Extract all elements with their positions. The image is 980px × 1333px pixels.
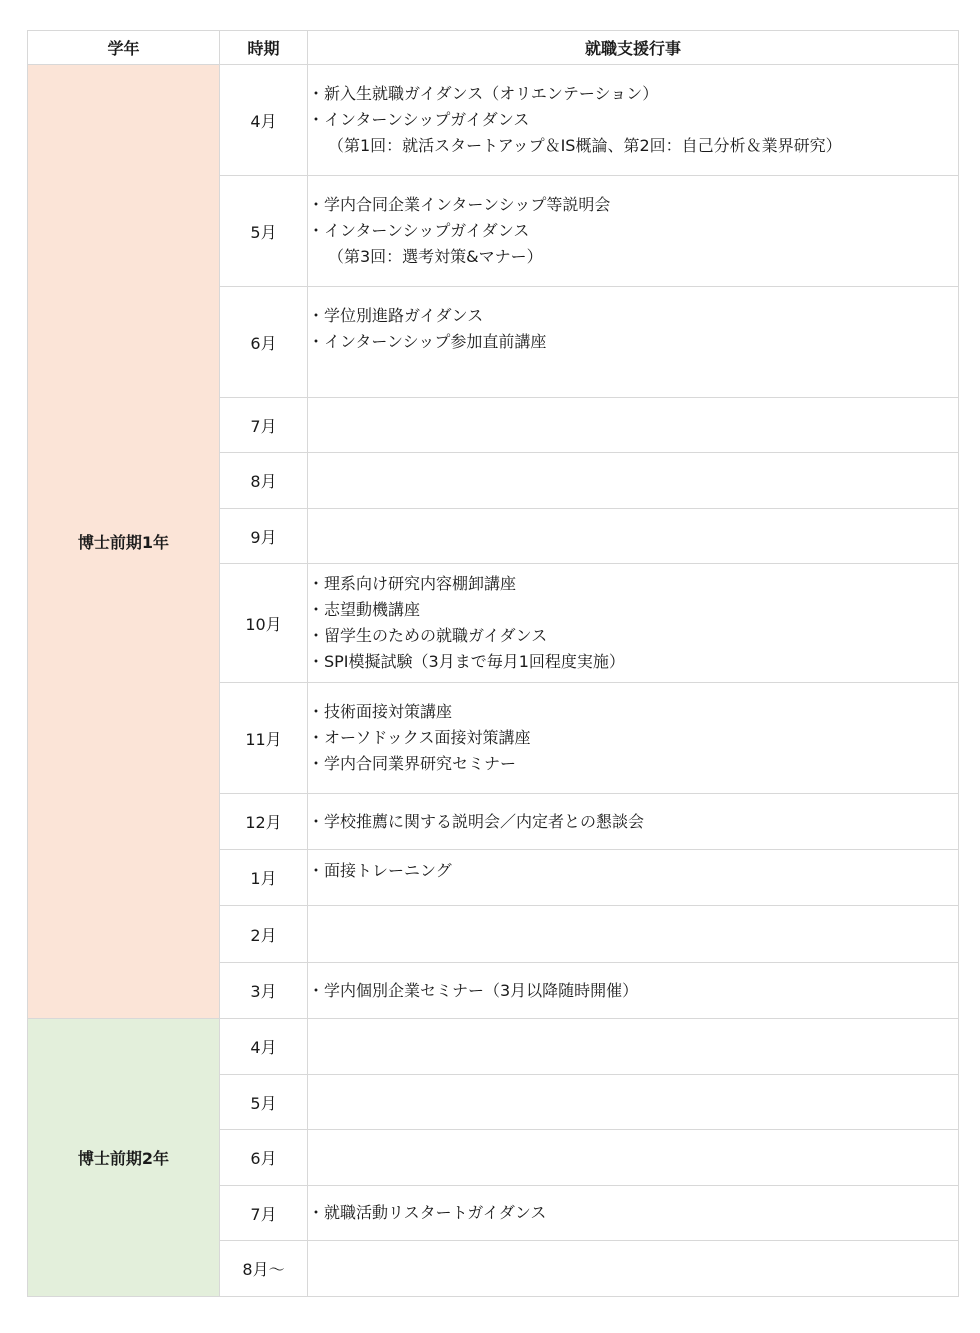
event-item: ・学校推薦に関する説明会／内定者との懇談会 xyxy=(308,811,645,831)
year-label-m1: 博士前期1年 xyxy=(28,65,220,1019)
month-cell: 4月 xyxy=(220,1019,308,1075)
month-cell: 1月 xyxy=(220,850,308,906)
event-item: ・インターンシップガイダンス xyxy=(308,221,530,240)
event-item: ・就職活動リスタートガイダンス xyxy=(308,1203,547,1222)
month-cell: 12月 xyxy=(220,794,308,850)
month-cell: 10月 xyxy=(220,564,308,683)
event-item: ・学内合同企業インターンシップ等説明会 xyxy=(308,195,611,214)
month-cell: 3月 xyxy=(220,963,308,1019)
events-cell xyxy=(308,509,959,564)
events-cell xyxy=(308,963,959,1019)
events-cell xyxy=(308,564,959,683)
events-cell xyxy=(308,287,959,398)
month-cell: 6月 xyxy=(220,287,308,398)
table-row xyxy=(28,1019,959,1075)
header-year: 学年 xyxy=(28,31,220,65)
events-cell xyxy=(308,1019,959,1075)
event-item: ・インターンシップ参加直前講座 xyxy=(308,332,547,351)
month-cell: 2月 xyxy=(220,906,308,963)
events-cell xyxy=(308,794,959,850)
events-cell xyxy=(308,1075,959,1130)
month-cell: 8月～ xyxy=(220,1241,308,1297)
month-cell: 7月 xyxy=(220,398,308,453)
event-item: ・学内合同業界研究セミナー xyxy=(308,754,517,773)
events-cell xyxy=(308,906,959,963)
career-support-schedule-table xyxy=(27,30,959,1297)
header-events: 就職支援行事 xyxy=(308,31,959,65)
event-item: ・志望動機講座 xyxy=(308,600,421,619)
month-cell: 8月 xyxy=(220,453,308,509)
events-cell xyxy=(308,453,959,509)
events-cell xyxy=(308,1130,959,1186)
event-item: （第3回：選考対策&マナー） xyxy=(328,247,543,266)
month-cell: 9月 xyxy=(220,509,308,564)
event-item: ・留学生のための就職ガイダンス xyxy=(308,626,548,645)
events-cell xyxy=(308,850,959,906)
events-cell xyxy=(308,1241,959,1297)
events-cell xyxy=(308,65,959,176)
event-item: ・インターンシップガイダンス xyxy=(308,110,530,129)
event-item: ・SPI模擬試験（3月まで毎月1回程度実施） xyxy=(308,652,625,671)
month-cell: 11月 xyxy=(220,683,308,794)
table-header-row xyxy=(28,31,959,65)
events-cell xyxy=(308,683,959,794)
events-cell xyxy=(308,398,959,453)
event-item: ・学内個別企業セミナー（3月以降随時開催） xyxy=(308,980,639,1000)
event-item: ・新入生就職ガイダンス（オリエンテーション） xyxy=(308,84,659,103)
month-cell: 5月 xyxy=(220,176,308,287)
events-cell xyxy=(308,176,959,287)
event-item: ・オーソドックス面接対策講座 xyxy=(308,728,531,747)
year-label-m2: 博士前期2年 xyxy=(28,1019,220,1297)
month-cell: 7月 xyxy=(220,1186,308,1241)
event-item: ・学位別進路ガイダンス xyxy=(308,306,484,325)
events-cell xyxy=(308,1186,959,1241)
table-row xyxy=(28,65,959,176)
header-period: 時期 xyxy=(220,31,308,65)
event-item: ・理系向け研究内容棚卸講座 xyxy=(308,574,517,593)
event-item: ・技術面接対策講座 xyxy=(308,702,453,721)
month-cell: 5月 xyxy=(220,1075,308,1130)
event-item: ・面接トレーニング xyxy=(308,861,452,880)
event-item: （第1回：就活スタートアップ＆IS概論、第2回：自己分析＆業界研究） xyxy=(328,136,842,155)
month-cell: 6月 xyxy=(220,1130,308,1186)
month-cell: 4月 xyxy=(220,65,308,176)
